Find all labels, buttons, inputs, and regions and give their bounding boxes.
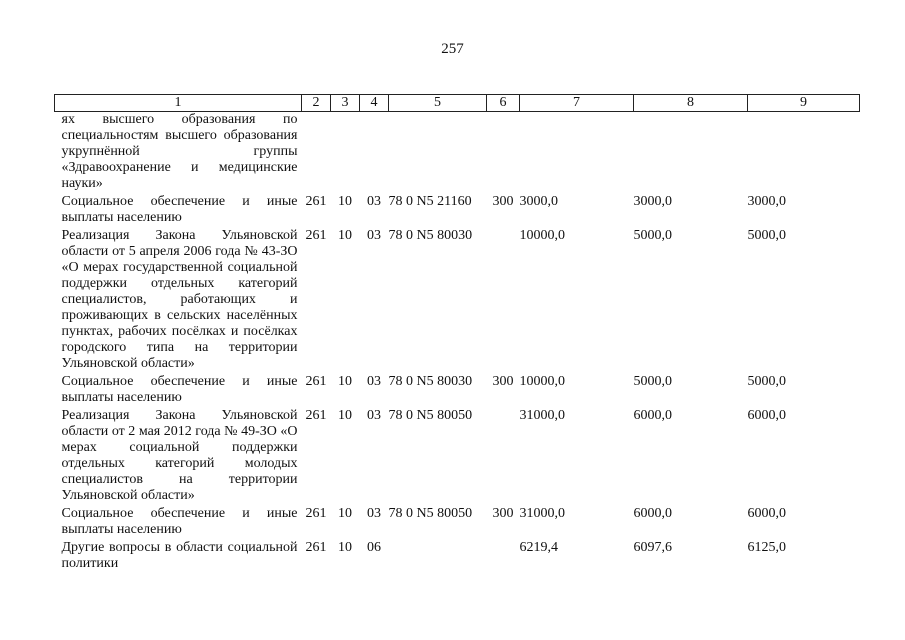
- cell-expense-type: 300: [492, 194, 514, 209]
- cell-target-item: 78 0 N5 21160: [388, 194, 472, 209]
- cell-amount-7: 31000,0: [519, 408, 565, 423]
- cell-amount-9: [748, 112, 860, 193]
- cell-target-item: 78 0 N5 80030: [388, 374, 473, 389]
- cell-amount-9: 5000,0: [747, 228, 786, 243]
- column-header-1: 1: [55, 95, 302, 112]
- cell-subsection: [360, 112, 389, 193]
- cell-section: 10: [338, 408, 352, 423]
- cell-ministry: 261: [305, 228, 327, 243]
- cell-subsection: 03: [367, 194, 381, 209]
- cell-expense-type: 300: [492, 374, 514, 389]
- row-name: Реализация Закона Ульяновской области от 5 апреля 2006 года № 43-ЗО «О мерах государственной социальной поддержки отдельных категорий специалистов, работающих и проживающих в сельских населённых пунктах, рабочих посёлках и посёлках городского типа на территории Ульяновской области»: [61, 228, 298, 371]
- budget-table: [54, 94, 860, 572]
- cell-section: 10: [338, 374, 352, 389]
- column-number-row: [55, 95, 860, 112]
- cell-ministry: 261: [305, 374, 327, 389]
- cell-section: 10: [338, 540, 352, 555]
- cell-ministry: 261: [305, 506, 327, 521]
- cell-ministry: 261: [305, 540, 327, 555]
- row-name: Реализация Закона Ульяновской области от 2 мая 2012 года № 49-ЗО «О мерах социальной поддержки отдельных категорий молодых специалистов на территории Ульяновской области»: [61, 408, 298, 503]
- cell-amount-8: [634, 112, 748, 193]
- cell-target-item: 78 0 N5 80050: [388, 506, 473, 521]
- cell-subsection: 03: [367, 228, 381, 243]
- column-header-2: 2: [302, 95, 331, 112]
- cell-amount-8: 6000,0: [633, 408, 672, 423]
- cell-amount-7: 10000,0: [519, 374, 565, 389]
- column-header-7: 7: [520, 95, 634, 112]
- cell-amount-9: 6000,0: [747, 408, 786, 423]
- cell-amount-8: 6000,0: [633, 506, 672, 521]
- row-name: ях высшего образования по специальностям высшего образования укрупнённой группы «Здравоохранение и медицинские науки»: [61, 112, 298, 191]
- row-name: Социальное обеспечение и иные выплаты населению: [61, 194, 298, 225]
- table-row: [55, 372, 860, 406]
- table-row: [55, 504, 860, 538]
- column-header-8: 8: [634, 95, 748, 112]
- cell-expense-type: [487, 112, 520, 193]
- cell-target-item: [389, 112, 487, 193]
- column-header-6: 6: [487, 95, 520, 112]
- cell-section: 10: [338, 506, 352, 521]
- cell-amount-7: 10000,0: [519, 228, 565, 243]
- cell-expense-type: [487, 226, 520, 372]
- cell-amount-8: 6097,6: [633, 540, 672, 555]
- cell-section: [331, 112, 360, 193]
- cell-ministry: 261: [305, 194, 327, 209]
- cell-section: 10: [338, 228, 352, 243]
- row-name: Социальное обеспечение и иные выплаты населению: [61, 374, 298, 405]
- cell-subsection: 03: [367, 408, 381, 423]
- cell-amount-7: [520, 112, 634, 193]
- cell-amount-9: 6000,0: [747, 506, 786, 521]
- cell-amount-7: 31000,0: [519, 506, 565, 521]
- cell-subsection: 03: [367, 506, 381, 521]
- cell-target-item: 78 0 N5 80050: [388, 408, 473, 423]
- column-header-3: 3: [331, 95, 360, 112]
- cell-target-item: 78 0 N5 80030: [388, 228, 473, 243]
- row-name: Другие вопросы в области социальной политики: [61, 540, 298, 571]
- cell-amount-9: 5000,0: [747, 374, 786, 389]
- page-number: 257: [441, 41, 464, 57]
- cell-amount-9: 3000,0: [747, 194, 786, 209]
- cell-expense-type: [487, 538, 520, 572]
- cell-target-item: [389, 538, 487, 572]
- cell-amount-7: 6219,4: [519, 540, 558, 555]
- table-row: [55, 226, 860, 372]
- cell-amount-8: 3000,0: [633, 194, 672, 209]
- cell-amount-7: 3000,0: [519, 194, 558, 209]
- table-row: [55, 538, 860, 572]
- cell-section: 10: [338, 194, 352, 209]
- column-header-5: 5: [389, 95, 487, 112]
- cell-amount-8: 5000,0: [633, 374, 672, 389]
- table-row: [55, 406, 860, 504]
- column-header-4: 4: [360, 95, 389, 112]
- table-row: [55, 192, 860, 226]
- column-header-9: 9: [748, 95, 860, 112]
- row-name: Социальное обеспечение и иные выплаты населению: [61, 506, 298, 537]
- cell-expense-type: [487, 406, 520, 504]
- cell-subsection: 03: [367, 374, 381, 389]
- cell-ministry: 261: [305, 408, 327, 423]
- cell-amount-8: 5000,0: [633, 228, 672, 243]
- cell-subsection: 06: [367, 540, 381, 555]
- cell-ministry: [302, 112, 331, 193]
- table-row: [55, 112, 860, 193]
- cell-amount-9: 6125,0: [747, 540, 786, 555]
- cell-expense-type: 300: [492, 506, 514, 521]
